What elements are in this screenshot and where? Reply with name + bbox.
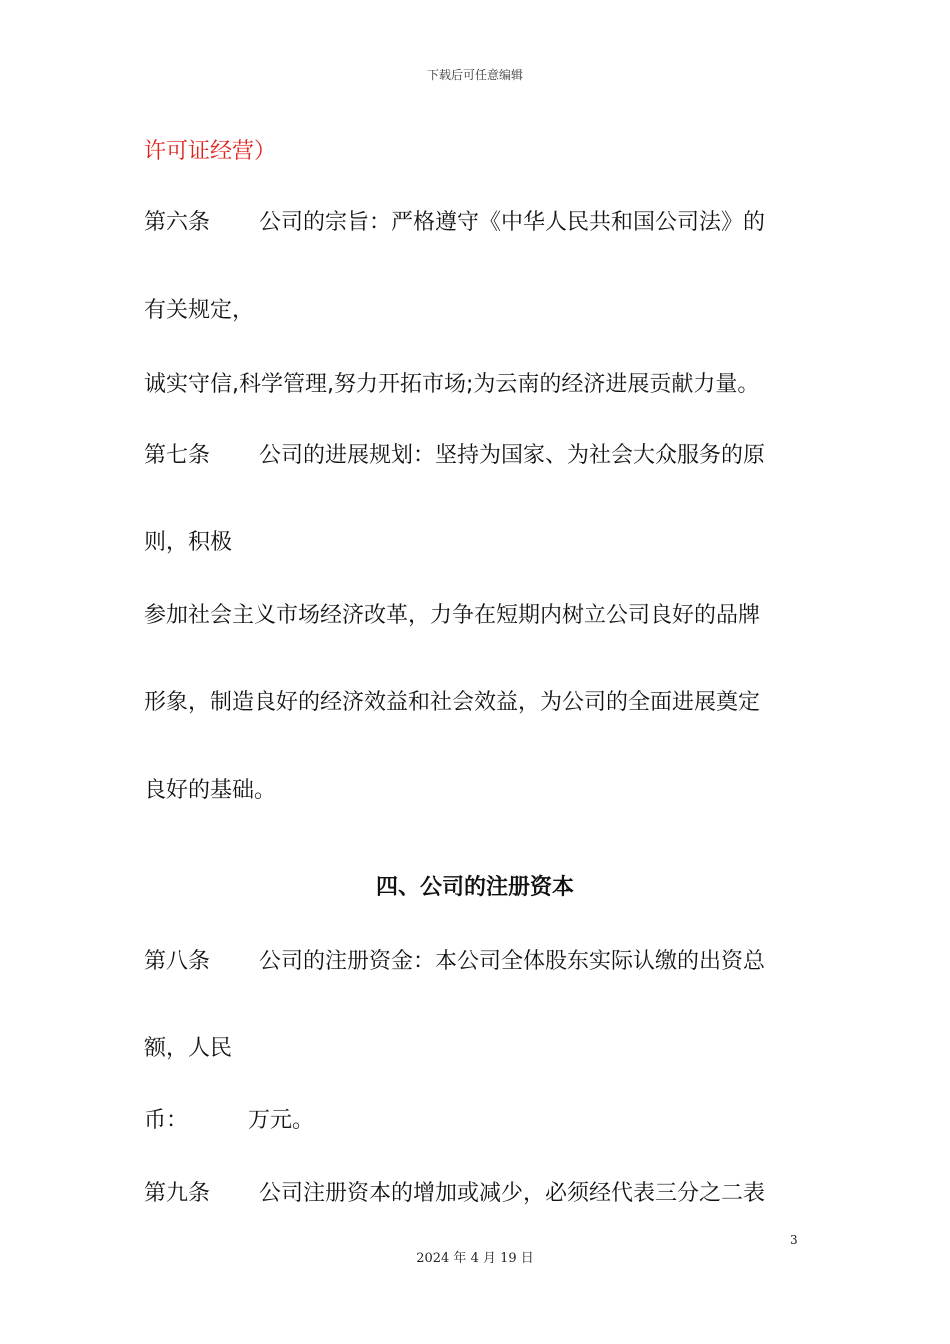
- currency-label: 币：: [144, 1108, 189, 1133]
- article-7: [144, 441, 765, 471]
- article-8-text: 公司的注册资金：本公司全体股东实际认缴的出资总: [259, 949, 766, 974]
- text-line: 则，积极: [144, 530, 233, 555]
- text-line: 参加社会主义市场经济改革，力争在短期内树立公司良好的品牌: [144, 603, 761, 628]
- currency-line: [144, 1106, 314, 1136]
- article-7-label: 第七条: [144, 443, 211, 468]
- text-line: 诚实守信,科学管理,努力开拓市场;为云南的经济进展贡献力量。: [144, 372, 760, 397]
- text-line-license: 许可证经营）: [144, 139, 277, 164]
- article-9-label: 第九条: [144, 1181, 211, 1206]
- section-heading: 四、公司的注册资本: [375, 875, 574, 900]
- text-line: 额，人民: [144, 1036, 233, 1061]
- article-6-text: 公司的宗旨：严格遵守《中华人民共和国公司法》的: [259, 210, 766, 235]
- article-6-label: 第六条: [144, 210, 211, 235]
- article-6: [144, 208, 765, 238]
- article-8: [144, 947, 765, 977]
- article-8-label: 第八条: [144, 949, 211, 974]
- text-line: 良好的基础。: [144, 778, 277, 803]
- article-9-text: 公司注册资本的增加或减少，必须经代表三分之二表: [259, 1181, 766, 1206]
- text-line: 有关规定，: [144, 298, 255, 323]
- page-header: 下载后可任意编辑: [426, 68, 523, 82]
- article-7-text: 公司的进展规划：坚持为国家、为社会大众服务的原: [259, 443, 766, 468]
- article-9: [144, 1179, 765, 1209]
- currency-unit: 万元。: [248, 1108, 315, 1133]
- page-footer-date: 2024 年 4 月 19 日: [416, 1251, 534, 1266]
- text-line: 形象，制造良好的经济效益和社会效益，为公司的全面进展奠定: [144, 690, 761, 715]
- page-number: 3: [790, 1233, 798, 1247]
